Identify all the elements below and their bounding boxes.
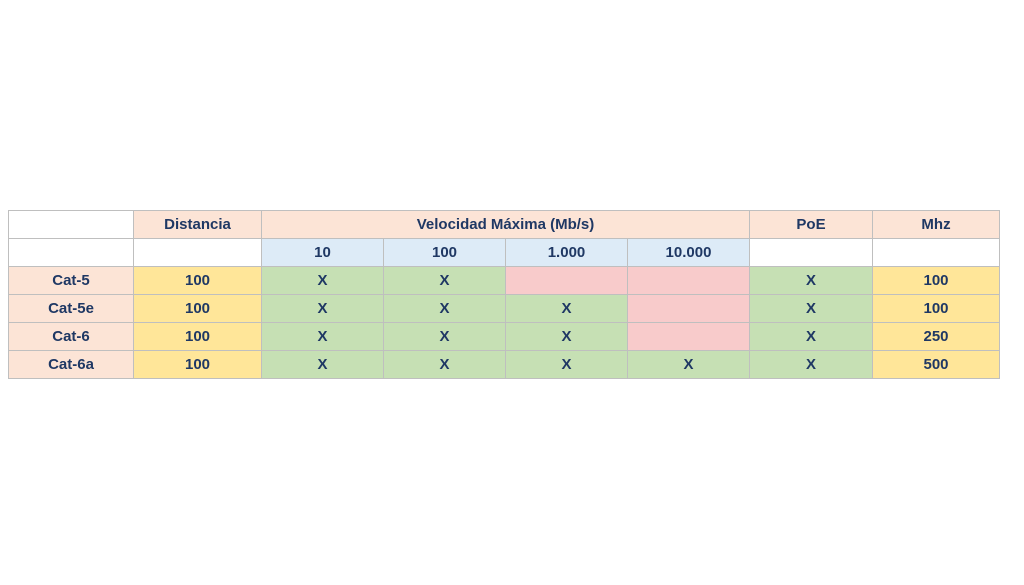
cell-speed-1000-cat5e: X (506, 295, 628, 323)
cell-speed-1000-cat5 (506, 267, 628, 295)
row-label-cat5e: Cat-5e (9, 295, 134, 323)
row-label-cat6: Cat-6 (9, 323, 134, 351)
comparison-table-container (0, 210, 1024, 379)
table-row (9, 295, 1000, 323)
cell-speed-10-cat5e: X (262, 295, 384, 323)
header-speed-10000: 10.000 (628, 239, 750, 267)
header-blank-mhz (873, 239, 1000, 267)
cell-speed-10-cat6a: X (262, 351, 384, 379)
header-speed-1000: 1.000 (506, 239, 628, 267)
cell-mhz-cat5: 100 (873, 267, 1000, 295)
table-row (9, 351, 1000, 379)
cell-speed-100-cat5e: X (384, 295, 506, 323)
row-label-cat6a: Cat-6a (9, 351, 134, 379)
header-velocidad-maxima: Velocidad Máxima (Mb/s) (262, 211, 750, 239)
cell-mhz-cat6: 250 (873, 323, 1000, 351)
header-mhz: Mhz (873, 211, 1000, 239)
header-speed-100: 100 (384, 239, 506, 267)
header-poe: PoE (750, 211, 873, 239)
cell-speed-100-cat6a: X (384, 351, 506, 379)
cell-poe-cat5: X (750, 267, 873, 295)
cell-distance-cat5: 100 (134, 267, 262, 295)
cell-distance-cat6: 100 (134, 323, 262, 351)
table-row (9, 267, 1000, 295)
cell-poe-cat5e: X (750, 295, 873, 323)
cell-speed-1000-cat6a: X (506, 351, 628, 379)
cell-distance-cat5e: 100 (134, 295, 262, 323)
cell-speed-100-cat6: X (384, 323, 506, 351)
header-blank-poe (750, 239, 873, 267)
cell-poe-cat6: X (750, 323, 873, 351)
header-blank-distancia (134, 239, 262, 267)
cell-speed-100-cat5: X (384, 267, 506, 295)
cell-speed-10000-cat6 (628, 323, 750, 351)
header-blank-left (9, 239, 134, 267)
cell-speed-10000-cat5 (628, 267, 750, 295)
cell-speed-10-cat5: X (262, 267, 384, 295)
cable-category-table (8, 210, 1000, 379)
cell-speed-10000-cat5e (628, 295, 750, 323)
row-label-cat5: Cat-5 (9, 267, 134, 295)
table-header-row-primary (9, 211, 1000, 239)
table-header-row-speeds (9, 239, 1000, 267)
table-row (9, 323, 1000, 351)
cell-speed-10-cat6: X (262, 323, 384, 351)
cell-mhz-cat6a: 500 (873, 351, 1000, 379)
header-speed-10: 10 (262, 239, 384, 267)
cell-speed-10000-cat6a: X (628, 351, 750, 379)
header-distancia: Distancia (134, 211, 262, 239)
header-corner-blank (9, 211, 134, 239)
cell-poe-cat6a: X (750, 351, 873, 379)
cell-speed-1000-cat6: X (506, 323, 628, 351)
cell-mhz-cat5e: 100 (873, 295, 1000, 323)
cell-distance-cat6a: 100 (134, 351, 262, 379)
